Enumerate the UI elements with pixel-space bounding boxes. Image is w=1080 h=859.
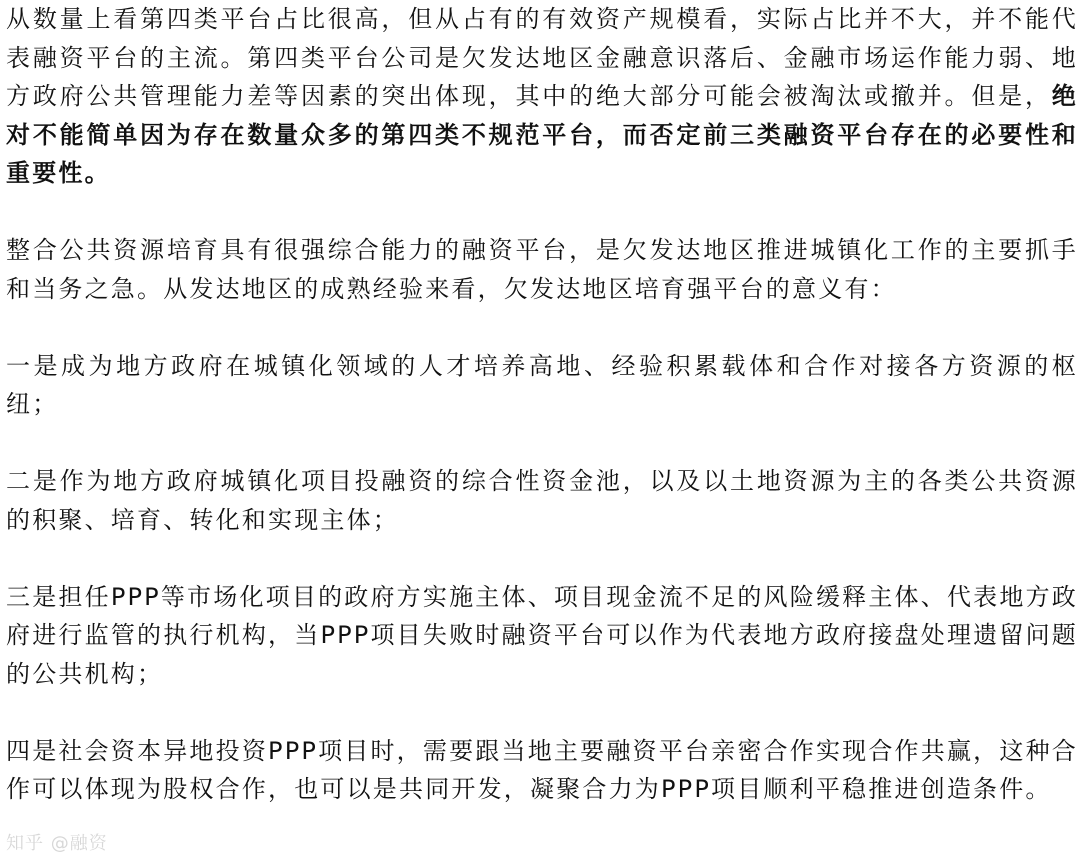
paragraph-1-text: 从数量上看第四类平台占比很高，但从占有的有效资产规模看，实际占比并不大，并不能代表融资平台的主流。第四类平台公司是欠发达地区金融意识落后、金融市场运作能力弱、地方政府公共管理能力差等因素的突出体现，其中的绝大部分可能会被淘汰或撤并。但是，: [6, 5, 1078, 110]
paragraph-gap: [6, 424, 1078, 463]
watermark: 知乎 @融资: [6, 833, 108, 854]
paragraph-2: 整合公共资源培育具有很强综合能力的融资平台，是欠发达地区推进城镇化工作的主要抓手和当务之急。从发达地区的成熟经验来看，欠发达地区培育强平台的意义有：: [6, 236, 1078, 303]
paragraph-4: 二是作为地方政府城镇化项目投融资的综合性资金池，以及以土地资源为主的各类公共资源的积聚、培育、转化和实现主体；: [6, 467, 1078, 534]
paragraph-gap: [6, 308, 1078, 347]
paragraph-gap: [6, 193, 1078, 232]
paragraph-1-bold-text: 绝对不能简单因为存在数量众多的第四类不规范平台，而否定前三类融资平台存在的必要性和重要性。: [6, 82, 1078, 187]
paragraph-gap: [6, 539, 1078, 578]
paragraph-1: [6, 0, 1078, 193]
paragraph-3: 一是成为地方政府在城镇化领域的人才培养高地、经验积累载体和合作对接各方资源的枢纽；: [6, 351, 1078, 418]
paragraph-5: 三是担任PPP等市场化项目的政府方实施主体、项目现金流不足的风险缓释主体、代表地方政府进行监管的执行机构，当PPP项目失败时融资平台可以作为代表地方政府接盘处理遗留问题的公共机构；: [6, 582, 1078, 688]
paragraph-gap: [6, 693, 1078, 732]
article-body: [6, 0, 1078, 809]
paragraph-6: 四是社会资本异地投资PPP项目时，需要跟当地主要融资平台亲密合作实现合作共赢，这种合作可以体现为股权合作，也可以是共同开发，凝聚合力为PPP项目顺利平稳推进创造条件。: [6, 736, 1078, 803]
